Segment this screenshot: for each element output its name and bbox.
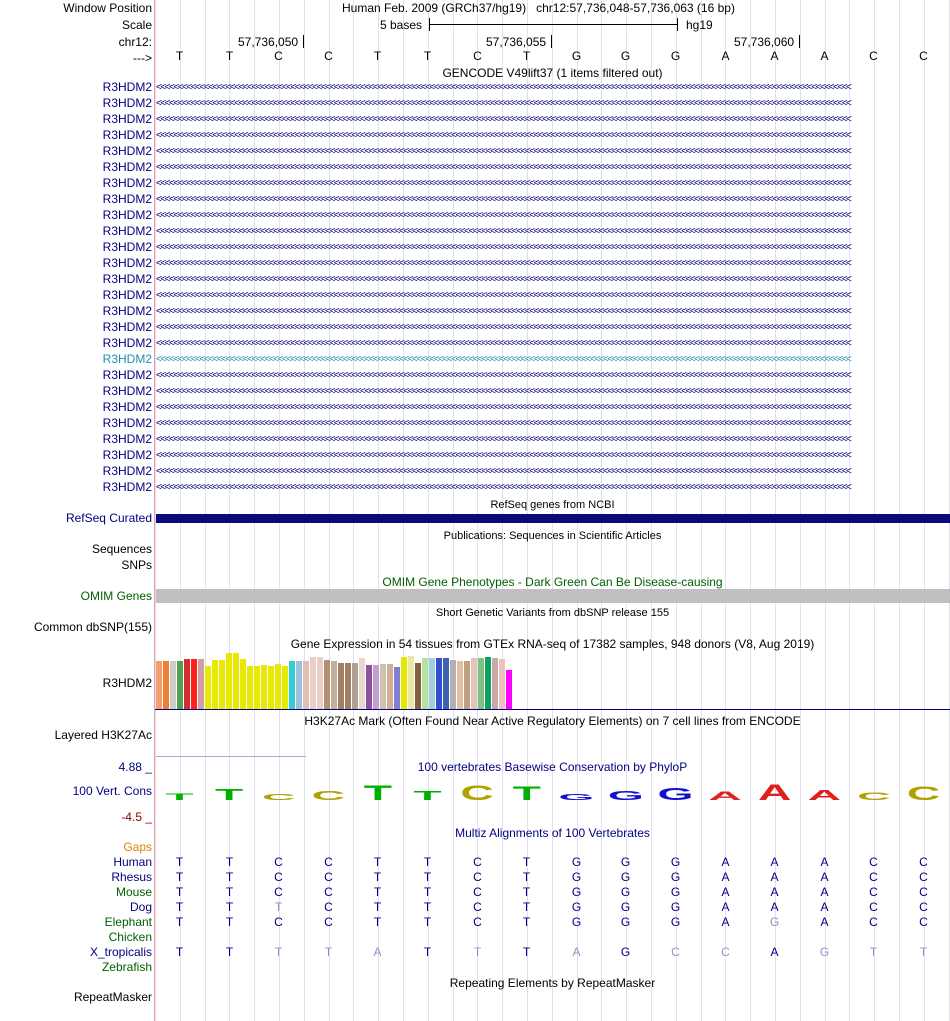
gencode-transcript-line[interactable]: <<<<<<<<<<<<<<<<<<<<<<<<<<<<<<<<<<<<<<<<<<<<<<<<<<<<<<<<<<<<<<<<<<<<<<<<<<<<<<<<<<<<<<<<<<<<<<<<<<<<<<<<<<<<<<<<<<<<<<<<<<<<<<<<<<<<<<<<<<<<<<<<<<<<<<<<<<<<<<<< <box>156 275 851 285</box>
aligned-base: T <box>225 870 234 884</box>
gencode-transcript-label[interactable]: R3HDM2 <box>102 352 152 366</box>
conservation-letter: T <box>214 786 244 804</box>
aligned-base: T <box>522 870 531 884</box>
gencode-transcript-label[interactable]: R3HDM2 <box>102 208 152 222</box>
reference-base: T <box>373 49 382 63</box>
conservation-letter: C <box>460 780 494 804</box>
conservation-letter: T <box>165 791 194 803</box>
conservation-letter: G <box>558 793 595 802</box>
cons-min-label: -4.5 _ <box>121 810 152 824</box>
aligned-base: T <box>522 900 531 914</box>
aligned-base: C <box>671 945 680 959</box>
aligned-base: T <box>225 915 234 929</box>
gtex-tissue-bar[interactable] <box>184 659 190 709</box>
aligned-base: C <box>324 855 333 869</box>
aligned-base: G <box>620 915 631 929</box>
gtex-tissue-bar[interactable] <box>177 661 183 709</box>
aligned-base: T <box>423 855 432 869</box>
aligned-base: T <box>324 945 333 959</box>
aligned-base: A <box>820 915 829 929</box>
species-label[interactable]: X_tropicalis <box>89 945 152 959</box>
gtex-tissue-bar[interactable] <box>380 664 386 709</box>
gencode-transcript-line[interactable]: <<<<<<<<<<<<<<<<<<<<<<<<<<<<<<<<<<<<<<<<<<<<<<<<<<<<<<<<<<<<<<<<<<<<<<<<<<<<<<<<<<<<<<<<<<<<<<<<<<<<<<<<<<<<<<<<<<<<<<<<<<<<<<<<<<<<<<<<<<<<<<<<<<<<<<<<<<<<<<<< <box>156 163 851 173</box>
gencode-transcript-label[interactable]: R3HDM2 <box>102 224 152 238</box>
aligned-base: T <box>175 900 184 914</box>
aligned-base: T <box>175 885 184 899</box>
conservation-letter: G <box>657 784 694 804</box>
cons-max-label: 4.88 _ <box>118 760 152 774</box>
gtex-tissue-bar[interactable] <box>359 658 365 709</box>
species-label[interactable]: Rhesus <box>111 870 152 884</box>
cons-track-label[interactable]: 100 Vert. Cons <box>72 784 152 798</box>
reference-base: C <box>919 49 928 63</box>
aligned-base: T <box>522 945 531 959</box>
coord-tick-2 <box>551 35 552 48</box>
gencode-transcript-label[interactable]: R3HDM2 <box>102 80 152 94</box>
aligned-base: T <box>175 855 184 869</box>
gencode-transcript-label[interactable]: R3HDM2 <box>102 128 152 142</box>
gtex-tissue-bar[interactable] <box>205 666 211 709</box>
gtex-tissue-bar[interactable] <box>268 666 274 709</box>
gencode-transcript-line[interactable]: <<<<<<<<<<<<<<<<<<<<<<<<<<<<<<<<<<<<<<<<<<<<<<<<<<<<<<<<<<<<<<<<<<<<<<<<<<<<<<<<<<<<<<<<<<<<<<<<<<<<<<<<<<<<<<<<<<<<<<<<<<<<<<<<<<<<<<<<<<<<<<<<<<<<<<<<<<<<<<<< <box>156 419 851 429</box>
aligned-base: G <box>670 900 681 914</box>
conservation-letter: C <box>311 788 345 804</box>
gtex-tissue-bar[interactable] <box>422 658 428 709</box>
h3k27-track-title: H3K27Ac Mark (Often Found Near Active Regulatory Elements) on 7 cell lines from ENCODE <box>304 714 801 728</box>
aligned-base: C <box>324 915 333 929</box>
gencode-transcript-line[interactable]: <<<<<<<<<<<<<<<<<<<<<<<<<<<<<<<<<<<<<<<<<<<<<<<<<<<<<<<<<<<<<<<<<<<<<<<<<<<<<<<<<<<<<<<<<<<<<<<<<<<<<<<<<<<<<<<<<<<<<<<<<<<<<<<<<<<<<<<<<<<<<<<<<<<<<<<<<<<<<<<< <box>156 467 851 477</box>
aligned-base: G <box>670 855 681 869</box>
reference-base: C <box>274 49 283 63</box>
omim-gene-bar[interactable] <box>156 589 950 603</box>
gencode-transcript-label[interactable]: R3HDM2 <box>102 240 152 254</box>
aligned-base: T <box>522 915 531 929</box>
reference-base: T <box>175 49 184 63</box>
gencode-transcript-label[interactable]: R3HDM2 <box>102 144 152 158</box>
aligned-base: A <box>721 870 730 884</box>
aligned-base: A <box>820 900 829 914</box>
scale-text: 5 bases <box>380 18 423 32</box>
aligned-base: G <box>571 870 582 884</box>
position-range: chr12:57,736,048-57,736,063 (16 bp) <box>536 1 735 15</box>
gtex-tissue-bar[interactable] <box>254 666 260 709</box>
refseq-gene-bar[interactable] <box>156 514 950 523</box>
reference-base: G <box>670 49 681 63</box>
conservation-letter: A <box>708 789 742 803</box>
gtex-tissue-bar[interactable] <box>226 653 232 709</box>
gencode-transcript-label[interactable]: R3HDM2 <box>102 464 152 478</box>
gtex-tissue-bar[interactable] <box>443 658 449 709</box>
species-label[interactable]: Dog <box>129 900 152 914</box>
gencode-transcript-line[interactable]: <<<<<<<<<<<<<<<<<<<<<<<<<<<<<<<<<<<<<<<<<<<<<<<<<<<<<<<<<<<<<<<<<<<<<<<<<<<<<<<<<<<<<<<<<<<<<<<<<<<<<<<<<<<<<<<<<<<<<<<<<<<<<<<<<<<<<<<<<<<<<<<<<<<<<<<<<<<<<<<< <box>156 115 851 125</box>
gencode-track-title: GENCODE V49lift37 (1 items filtered out) <box>442 66 663 80</box>
gencode-transcript-line[interactable]: <<<<<<<<<<<<<<<<<<<<<<<<<<<<<<<<<<<<<<<<<<<<<<<<<<<<<<<<<<<<<<<<<<<<<<<<<<<<<<<<<<<<<<<<<<<<<<<<<<<<<<<<<<<<<<<<<<<<<<<<<<<<<<<<<<<<<<<<<<<<<<<<<<<<<<<<<<<<<<<< <box>156 83 851 93</box>
gtex-tissue-bar[interactable] <box>408 656 414 709</box>
reference-base: G <box>571 49 582 63</box>
gtex-tissue-bar[interactable] <box>401 657 407 709</box>
reference-base: C <box>869 49 878 63</box>
coord-label-2: 57,736,055 <box>486 35 547 49</box>
reference-base: C <box>473 49 482 63</box>
gencode-transcript-line[interactable]: <<<<<<<<<<<<<<<<<<<<<<<<<<<<<<<<<<<<<<<<<<<<<<<<<<<<<<<<<<<<<<<<<<<<<<<<<<<<<<<<<<<<<<<<<<<<<<<<<<<<<<<<<<<<<<<<<<<<<<<<<<<<<<<<<<<<<<<<<<<<<<<<<<<<<<<<<<<<<<<< <box>156 339 851 349</box>
species-label[interactable]: Zebrafish <box>101 960 152 974</box>
gencode-transcript-label[interactable]: R3HDM2 <box>102 96 152 110</box>
aligned-base: G <box>571 885 582 899</box>
gtex-tissue-bar[interactable] <box>352 663 358 709</box>
coord-tick-3 <box>799 35 800 48</box>
gtex-tissue-bar[interactable] <box>170 661 176 709</box>
gtex-tissue-bar[interactable] <box>366 665 372 709</box>
track-image-area[interactable] <box>155 0 950 1021</box>
aligned-base: T <box>373 900 382 914</box>
gtex-tissue-bar[interactable] <box>261 665 267 709</box>
dbsnp-track-label[interactable]: Common dbSNP(155) <box>33 620 152 634</box>
reference-base: A <box>770 49 779 63</box>
aligned-base: T <box>175 915 184 929</box>
refseq-track-label[interactable]: RefSeq Curated <box>65 511 152 525</box>
reference-base: T <box>522 49 531 63</box>
gencode-transcript-label[interactable]: R3HDM2 <box>102 304 152 318</box>
scale-bar <box>429 24 677 25</box>
gencode-transcript-line[interactable]: <<<<<<<<<<<<<<<<<<<<<<<<<<<<<<<<<<<<<<<<<<<<<<<<<<<<<<<<<<<<<<<<<<<<<<<<<<<<<<<<<<<<<<<<<<<<<<<<<<<<<<<<<<<<<<<<<<<<<<<<<<<<<<<<<<<<<<<<<<<<<<<<<<<<<<<<<<<<<<<< <box>156 195 851 205</box>
gtex-tissue-bar[interactable] <box>303 661 309 709</box>
aligned-base: A <box>820 870 829 884</box>
aligned-base: C <box>869 870 878 884</box>
aligned-base: A <box>770 945 779 959</box>
aligned-base: T <box>373 915 382 929</box>
assembly-title: Human Feb. 2009 (GRCh37/hg19) chr12:57,736,048-57,736,063 (16 bp) <box>342 1 735 15</box>
aligned-base: C <box>473 870 482 884</box>
species-label[interactable]: Chicken <box>108 930 152 944</box>
aligned-base: C <box>919 870 928 884</box>
h3k27-track-label[interactable]: Layered H3K27Ac <box>54 728 152 742</box>
gtex-tissue-bar[interactable] <box>317 657 323 709</box>
gtex-tissue-bar[interactable] <box>212 660 218 709</box>
aligned-base: A <box>721 900 730 914</box>
aligned-base: G <box>819 945 830 959</box>
coord-label-1: 57,736,050 <box>238 35 299 49</box>
gtex-tissue-bar[interactable] <box>163 661 169 709</box>
gtex-tissue-bar[interactable] <box>450 660 456 709</box>
gencode-transcript-label[interactable]: R3HDM2 <box>102 336 152 350</box>
aligned-base: T <box>423 945 432 959</box>
gencode-transcript-line[interactable]: <<<<<<<<<<<<<<<<<<<<<<<<<<<<<<<<<<<<<<<<<<<<<<<<<<<<<<<<<<<<<<<<<<<<<<<<<<<<<<<<<<<<<<<<<<<<<<<<<<<<<<<<<<<<<<<<<<<<<<<<<<<<<<<<<<<<<<<<<<<<<<<<<<<<<<<<<<<<<<<< <box>156 179 851 189</box>
gtex-tissue-bar[interactable] <box>156 661 162 709</box>
aligned-base: A <box>820 885 829 899</box>
sequences-track-label[interactable]: Sequences <box>91 542 152 556</box>
aligned-base: G <box>670 915 681 929</box>
gtex-tissue-bar[interactable] <box>478 658 484 709</box>
conservation-track-title: 100 vertebrates Basewise Conservation by PhyloP <box>417 760 688 774</box>
aligned-base: C <box>869 855 878 869</box>
aligned-base: T <box>919 945 928 959</box>
aligned-base: T <box>225 945 234 959</box>
aligned-base: A <box>770 900 779 914</box>
gencode-transcript-label[interactable]: R3HDM2 <box>102 384 152 398</box>
aligned-base: C <box>274 855 283 869</box>
aligned-base: G <box>620 900 631 914</box>
aligned-base: C <box>274 915 283 929</box>
gencode-transcript-label[interactable]: R3HDM2 <box>102 448 152 462</box>
aligned-base: G <box>620 855 631 869</box>
gtex-tissue-bar[interactable] <box>191 659 197 709</box>
gtex-tissue-bar[interactable] <box>275 664 281 709</box>
conservation-letter: G <box>607 788 644 804</box>
scale-bar-right-tick <box>677 18 678 31</box>
refseq-track-title: RefSeq genes from NCBI <box>490 499 615 511</box>
gtex-tissue-bar[interactable] <box>198 659 204 709</box>
gencode-transcript-line[interactable]: <<<<<<<<<<<<<<<<<<<<<<<<<<<<<<<<<<<<<<<<<<<<<<<<<<<<<<<<<<<<<<<<<<<<<<<<<<<<<<<<<<<<<<<<<<<<<<<<<<<<<<<<<<<<<<<<<<<<<<<<<<<<<<<<<<<<<<<<<<<<<<<<<<<<<<<<<<<<<<<< <box>156 403 851 413</box>
gtex-tissue-bar[interactable] <box>492 658 498 709</box>
aligned-base: C <box>274 885 283 899</box>
gtex-tissue-bar[interactable] <box>247 666 253 709</box>
gtex-tissue-bar[interactable] <box>296 661 302 709</box>
gencode-transcript-line[interactable]: <<<<<<<<<<<<<<<<<<<<<<<<<<<<<<<<<<<<<<<<<<<<<<<<<<<<<<<<<<<<<<<<<<<<<<<<<<<<<<<<<<<<<<<<<<<<<<<<<<<<<<<<<<<<<<<<<<<<<<<<<<<<<<<<<<<<<<<<<<<<<<<<<<<<<<<<<<<<<<<< <box>156 435 851 445</box>
gtex-tissue-bar[interactable] <box>233 653 239 709</box>
aligned-base: T <box>423 885 432 899</box>
aligned-base: C <box>324 885 333 899</box>
gencode-transcript-line[interactable]: <<<<<<<<<<<<<<<<<<<<<<<<<<<<<<<<<<<<<<<<<<<<<<<<<<<<<<<<<<<<<<<<<<<<<<<<<<<<<<<<<<<<<<<<<<<<<<<<<<<<<<<<<<<<<<<<<<<<<<<<<<<<<<<<<<<<<<<<<<<<<<<<<<<<<<<<<<<<<<<< <box>156 371 851 381</box>
aligned-base: C <box>721 945 730 959</box>
gaps-label[interactable]: Gaps <box>123 840 152 854</box>
scale-db-label: hg19 <box>686 18 713 32</box>
aligned-base: T <box>522 855 531 869</box>
gencode-transcript-label[interactable]: R3HDM2 <box>102 160 152 174</box>
aligned-base: C <box>473 855 482 869</box>
gencode-transcript-line[interactable]: <<<<<<<<<<<<<<<<<<<<<<<<<<<<<<<<<<<<<<<<<<<<<<<<<<<<<<<<<<<<<<<<<<<<<<<<<<<<<<<<<<<<<<<<<<<<<<<<<<<<<<<<<<<<<<<<<<<<<<<<<<<<<<<<<<<<<<<<<<<<<<<<<<<<<<<<<<<<<<<< <box>156 99 851 109</box>
gtex-track-title: Gene Expression in 54 tissues from GTEx RNA-seq of 17382 samples, 948 donors (V8, Aug 2019) <box>290 637 815 651</box>
reference-base: T <box>225 49 234 63</box>
aligned-base: C <box>473 900 482 914</box>
aligned-base: A <box>721 855 730 869</box>
aligned-base: C <box>869 885 878 899</box>
gtex-tissue-bar[interactable] <box>310 657 316 709</box>
gencode-transcript-label[interactable]: R3HDM2 <box>102 112 152 126</box>
gtex-track-label[interactable]: R3HDM2 <box>102 676 152 690</box>
aligned-base: A <box>721 885 730 899</box>
species-label[interactable]: Mouse <box>115 885 152 899</box>
aligned-base: C <box>274 870 283 884</box>
reference-base: G <box>620 49 631 63</box>
aligned-base: C <box>473 915 482 929</box>
gencode-transcript-label[interactable]: R3HDM2 <box>102 272 152 286</box>
aligned-base: T <box>473 945 482 959</box>
aligned-base: C <box>869 900 878 914</box>
aligned-base: A <box>721 915 730 929</box>
h3k27-signal-line <box>156 756 306 757</box>
species-label[interactable]: Human <box>113 855 152 869</box>
aligned-base: G <box>620 945 631 959</box>
gencode-transcript-line[interactable]: <<<<<<<<<<<<<<<<<<<<<<<<<<<<<<<<<<<<<<<<<<<<<<<<<<<<<<<<<<<<<<<<<<<<<<<<<<<<<<<<<<<<<<<<<<<<<<<<<<<<<<<<<<<<<<<<<<<<<<<<<<<<<<<<<<<<<<<<<<<<<<<<<<<<<<<<<<<<<<<< <box>156 291 851 301</box>
gencode-transcript-line[interactable]: <<<<<<<<<<<<<<<<<<<<<<<<<<<<<<<<<<<<<<<<<<<<<<<<<<<<<<<<<<<<<<<<<<<<<<<<<<<<<<<<<<<<<<<<<<<<<<<<<<<<<<<<<<<<<<<<<<<<<<<<<<<<<<<<<<<<<<<<<<<<<<<<<<<<<<<<<<<<<<<< <box>156 483 851 493</box>
aligned-base: T <box>423 900 432 914</box>
aligned-base: T <box>373 870 382 884</box>
aligned-base: A <box>770 870 779 884</box>
aligned-base: C <box>919 885 928 899</box>
aligned-base: C <box>919 915 928 929</box>
conservation-letter: C <box>857 790 891 803</box>
gtex-tissue-bar[interactable] <box>289 661 295 709</box>
aligned-base: G <box>571 900 582 914</box>
aligned-base: A <box>572 945 581 959</box>
conservation-letter: A <box>758 779 792 804</box>
aligned-base: C <box>324 900 333 914</box>
gtex-tissue-bar[interactable] <box>499 659 505 709</box>
gtex-tissue-bar[interactable] <box>373 665 379 709</box>
aligned-base: T <box>373 885 382 899</box>
gencode-transcript-line[interactable]: <<<<<<<<<<<<<<<<<<<<<<<<<<<<<<<<<<<<<<<<<<<<<<<<<<<<<<<<<<<<<<<<<<<<<<<<<<<<<<<<<<<<<<<<<<<<<<<<<<<<<<<<<<<<<<<<<<<<<<<<<<<<<<<<<<<<<<<<<<<<<<<<<<<<<<<<<<<<<<<< <box>156 307 851 317</box>
conservation-letter: C <box>262 793 296 802</box>
coord-label-3: 57,736,060 <box>734 35 795 49</box>
gencode-transcript-line[interactable]: <<<<<<<<<<<<<<<<<<<<<<<<<<<<<<<<<<<<<<<<<<<<<<<<<<<<<<<<<<<<<<<<<<<<<<<<<<<<<<<<<<<<<<<<<<<<<<<<<<<<<<<<<<<<<<<<<<<<<<<<<<<<<<<<<<<<<<<<<<<<<<<<<<<<<<<<<<<<<<<< <box>156 259 851 269</box>
scale-label: Scale <box>121 18 152 32</box>
repeatmasker-track-title: Repeating Elements by RepeatMasker <box>449 976 656 990</box>
aligned-base: C <box>869 915 878 929</box>
aligned-base: G <box>571 915 582 929</box>
gtex-tissue-bar[interactable] <box>394 667 400 709</box>
aligned-base: G <box>670 885 681 899</box>
aligned-base: A <box>373 945 382 959</box>
gtex-tissue-bar[interactable] <box>282 666 288 709</box>
aligned-base: G <box>670 870 681 884</box>
aligned-base: T <box>274 945 283 959</box>
gencode-transcript-line[interactable]: <<<<<<<<<<<<<<<<<<<<<<<<<<<<<<<<<<<<<<<<<<<<<<<<<<<<<<<<<<<<<<<<<<<<<<<<<<<<<<<<<<<<<<<<<<<<<<<<<<<<<<<<<<<<<<<<<<<<<<<<<<<<<<<<<<<<<<<<<<<<<<<<<<<<<<<<<<<<<<<< <box>156 355 851 365</box>
gtex-tissue-bar[interactable] <box>324 660 330 709</box>
aligned-base: A <box>770 885 779 899</box>
aligned-base: T <box>522 885 531 899</box>
gencode-transcript-label[interactable]: R3HDM2 <box>102 288 152 302</box>
aligned-base: T <box>225 900 234 914</box>
gencode-transcript-label[interactable]: R3HDM2 <box>102 176 152 190</box>
scale-bar-left-tick <box>429 18 430 31</box>
gencode-transcript-label[interactable]: R3HDM2 <box>102 256 152 270</box>
gencode-transcript-label[interactable]: R3HDM2 <box>102 432 152 446</box>
gencode-transcript-line[interactable]: <<<<<<<<<<<<<<<<<<<<<<<<<<<<<<<<<<<<<<<<<<<<<<<<<<<<<<<<<<<<<<<<<<<<<<<<<<<<<<<<<<<<<<<<<<<<<<<<<<<<<<<<<<<<<<<<<<<<<<<<<<<<<<<<<<<<<<<<<<<<<<<<<<<<<<<<<<<<<<<< <box>156 387 851 397</box>
gencode-transcript-line[interactable]: <<<<<<<<<<<<<<<<<<<<<<<<<<<<<<<<<<<<<<<<<<<<<<<<<<<<<<<<<<<<<<<<<<<<<<<<<<<<<<<<<<<<<<<<<<<<<<<<<<<<<<<<<<<<<<<<<<<<<<<<<<<<<<<<<<<<<<<<<<<<<<<<<<<<<<<<<<<<<<<< <box>156 243 851 253</box>
aligned-base: G <box>571 855 582 869</box>
aligned-base: T <box>175 870 184 884</box>
gtex-tissue-bar[interactable] <box>464 661 470 709</box>
aligned-base: T <box>175 945 184 959</box>
aligned-base: C <box>919 900 928 914</box>
gtex-tissue-bar[interactable] <box>338 663 344 709</box>
aligned-base: T <box>869 945 878 959</box>
gtex-tissue-bar[interactable] <box>345 663 351 709</box>
gtex-tissue-bar[interactable] <box>219 660 225 709</box>
omim-track-label[interactable]: OMIM Genes <box>80 589 152 603</box>
coord-tick-1 <box>303 35 304 48</box>
gencode-transcript-label[interactable]: R3HDM2 <box>102 192 152 206</box>
gtex-tissue-bar[interactable] <box>415 663 421 709</box>
aligned-base: C <box>919 855 928 869</box>
gencode-transcript-label[interactable]: R3HDM2 <box>102 480 152 494</box>
gtex-tissue-bar[interactable] <box>485 657 491 709</box>
reference-base: A <box>820 49 829 63</box>
aligned-base: C <box>324 870 333 884</box>
gencode-transcript-line[interactable]: <<<<<<<<<<<<<<<<<<<<<<<<<<<<<<<<<<<<<<<<<<<<<<<<<<<<<<<<<<<<<<<<<<<<<<<<<<<<<<<<<<<<<<<<<<<<<<<<<<<<<<<<<<<<<<<<<<<<<<<<<<<<<<<<<<<<<<<<<<<<<<<<<<<<<<<<<<<<<<<< <box>156 211 851 221</box>
aligned-base: T <box>225 885 234 899</box>
conservation-letter: A <box>807 787 841 804</box>
strand-arrow-label[interactable]: ---> <box>133 51 152 65</box>
gtex-tissue-bar[interactable] <box>506 670 512 709</box>
repeatmasker-track-label[interactable]: RepeatMasker <box>73 990 152 1004</box>
gencode-transcript-line[interactable]: <<<<<<<<<<<<<<<<<<<<<<<<<<<<<<<<<<<<<<<<<<<<<<<<<<<<<<<<<<<<<<<<<<<<<<<<<<<<<<<<<<<<<<<<<<<<<<<<<<<<<<<<<<<<<<<<<<<<<<<<<<<<<<<<<<<<<<<<<<<<<<<<<<<<<<<<<<<<<<<< <box>156 451 851 461</box>
conservation-letter: T <box>363 780 393 804</box>
aligned-base: T <box>274 900 283 914</box>
gtex-tissue-bar[interactable] <box>240 659 246 709</box>
aligned-base: T <box>423 915 432 929</box>
chrom-label: chr12: <box>118 35 152 49</box>
gtex-tissue-bar[interactable] <box>457 661 463 709</box>
gtex-tissue-bar[interactable] <box>471 658 477 709</box>
conservation-letter: T <box>413 788 442 804</box>
publications-track-title: Publications: Sequences in Scientific Articles <box>443 530 662 542</box>
gtex-tissue-bar[interactable] <box>387 664 393 709</box>
aligned-base: A <box>770 855 779 869</box>
gtex-baseline <box>155 709 950 710</box>
aligned-base: A <box>820 855 829 869</box>
conservation-letter: C <box>906 782 941 804</box>
aligned-base: C <box>473 885 482 899</box>
gencode-transcript-label[interactable]: R3HDM2 <box>102 416 152 430</box>
dbsnp-track-title: Short Genetic Variants from dbSNP release 155 <box>435 607 670 619</box>
track-labels-column <box>0 0 155 1021</box>
aligned-base: T <box>225 855 234 869</box>
conservation-logo[interactable] <box>155 774 950 804</box>
aligned-base: G <box>620 870 631 884</box>
aligned-base: G <box>620 885 631 899</box>
gencode-transcript-label[interactable]: R3HDM2 <box>102 368 152 382</box>
aligned-base: T <box>423 870 432 884</box>
reference-base: A <box>721 49 730 63</box>
snps-track-label[interactable]: SNPs <box>121 558 152 572</box>
aligned-base: G <box>769 915 780 929</box>
conservation-letter: T <box>512 782 541 804</box>
gencode-transcript-line[interactable]: <<<<<<<<<<<<<<<<<<<<<<<<<<<<<<<<<<<<<<<<<<<<<<<<<<<<<<<<<<<<<<<<<<<<<<<<<<<<<<<<<<<<<<<<<<<<<<<<<<<<<<<<<<<<<<<<<<<<<<<<<<<<<<<<<<<<<<<<<<<<<<<<<<<<<<<<<<<<<<<< <box>156 147 851 157</box>
species-label[interactable]: Elephant <box>104 915 152 929</box>
window-position-label: Window Position <box>63 1 152 15</box>
multiz-track-title: Multiz Alignments of 100 Vertebrates <box>455 826 650 840</box>
gencode-transcript-line[interactable]: <<<<<<<<<<<<<<<<<<<<<<<<<<<<<<<<<<<<<<<<<<<<<<<<<<<<<<<<<<<<<<<<<<<<<<<<<<<<<<<<<<<<<<<<<<<<<<<<<<<<<<<<<<<<<<<<<<<<<<<<<<<<<<<<<<<<<<<<<<<<<<<<<<<<<<<<<<<<<<<< <box>156 131 851 141</box>
reference-base: C <box>324 49 333 63</box>
reference-base: T <box>423 49 432 63</box>
aligned-base: T <box>373 855 382 869</box>
gencode-transcript-line[interactable]: <<<<<<<<<<<<<<<<<<<<<<<<<<<<<<<<<<<<<<<<<<<<<<<<<<<<<<<<<<<<<<<<<<<<<<<<<<<<<<<<<<<<<<<<<<<<<<<<<<<<<<<<<<<<<<<<<<<<<<<<<<<<<<<<<<<<<<<<<<<<<<<<<<<<<<<<<<<<<<<< <box>156 227 851 237</box>
gtex-tissue-bar[interactable] <box>429 658 435 709</box>
omim-track-title: OMIM Gene Phenotypes - Dark Green Can Be Disease-causing <box>382 575 723 589</box>
gencode-transcript-label[interactable]: R3HDM2 <box>102 400 152 414</box>
gtex-tissue-bar[interactable] <box>331 661 337 709</box>
gtex-tissue-bar[interactable] <box>436 658 442 709</box>
gencode-transcript-label[interactable]: R3HDM2 <box>102 320 152 334</box>
gencode-transcript-line[interactable]: <<<<<<<<<<<<<<<<<<<<<<<<<<<<<<<<<<<<<<<<<<<<<<<<<<<<<<<<<<<<<<<<<<<<<<<<<<<<<<<<<<<<<<<<<<<<<<<<<<<<<<<<<<<<<<<<<<<<<<<<<<<<<<<<<<<<<<<<<<<<<<<<<<<<<<<<<<<<<<<< <box>156 323 851 333</box>
